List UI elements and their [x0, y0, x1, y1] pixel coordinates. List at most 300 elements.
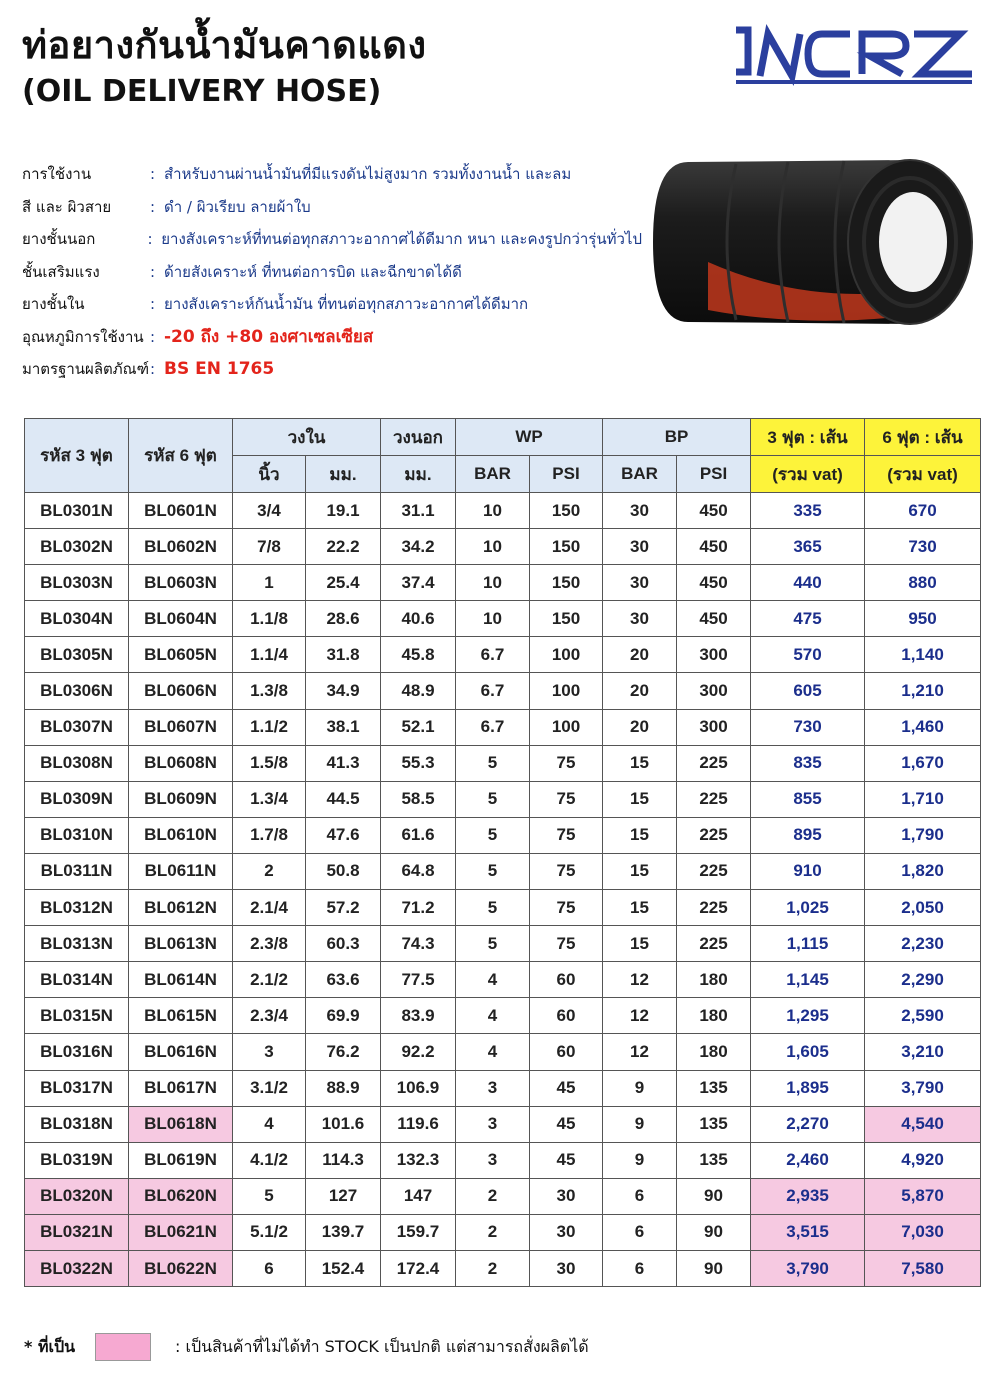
cell-outer-mm: 83.9: [381, 998, 456, 1034]
cell-code-6ft: BL0615N: [129, 998, 233, 1034]
subheader-inch: นิ้ว: [233, 456, 306, 493]
cell-code-3ft: BL0313N: [25, 926, 129, 962]
cell-price-6ft: 3,790: [865, 1070, 981, 1106]
cell-wp-psi: 100: [530, 637, 603, 673]
cell-inner-inch: 5: [233, 1178, 306, 1214]
cell-inner-mm: 57.2: [306, 890, 381, 926]
cell-wp-bar: 5: [456, 817, 530, 853]
cell-price-3ft: 1,295: [751, 998, 865, 1034]
cell-wp-bar: 6.7: [456, 673, 530, 709]
cell-inner-mm: 31.8: [306, 637, 381, 673]
spec-colon: :: [150, 295, 156, 314]
spec-row-outer-rubber: [22, 223, 642, 256]
cell-code-6ft: BL0602N: [129, 529, 233, 565]
cell-price-6ft: 4,540: [865, 1106, 981, 1142]
cell-code-3ft: BL0322N: [25, 1250, 129, 1286]
spec-list: [22, 158, 642, 386]
cell-code-3ft: BL0302N: [25, 529, 129, 565]
cell-code-3ft: BL0314N: [25, 962, 129, 998]
cell-outer-mm: 77.5: [381, 962, 456, 998]
cell-code-6ft: BL0603N: [129, 565, 233, 601]
cell-inner-inch: 2.1/2: [233, 962, 306, 998]
table-body: [25, 493, 981, 1287]
cell-price-3ft: 2,270: [751, 1106, 865, 1142]
cell-inner-mm: 34.9: [306, 673, 381, 709]
cell-price-3ft: 1,115: [751, 926, 865, 962]
header-inner-diameter: วงใน: [233, 419, 381, 456]
cell-code-6ft: BL0621N: [129, 1214, 233, 1250]
cell-inner-inch: 3: [233, 1034, 306, 1070]
cell-wp-bar: 2: [456, 1214, 530, 1250]
cell-wp-psi: 30: [530, 1178, 603, 1214]
cell-bp-bar: 15: [603, 926, 677, 962]
cell-price-3ft: 1,025: [751, 890, 865, 926]
cell-price-6ft: 1,710: [865, 781, 981, 817]
cell-code-3ft: BL0311N: [25, 853, 129, 889]
spec-label: อุณหภูมิการใช้งาน: [22, 327, 144, 346]
cell-inner-inch: 1.1/8: [233, 601, 306, 637]
cell-inner-inch: 1.3/4: [233, 781, 306, 817]
table-row: [25, 529, 981, 565]
cell-bp-psi: 225: [677, 745, 751, 781]
cell-wp-bar: 6.7: [456, 709, 530, 745]
cell-price-3ft: 1,605: [751, 1034, 865, 1070]
spec-colon: :: [150, 197, 156, 216]
cell-price-6ft: 5,870: [865, 1178, 981, 1214]
cell-bp-bar: 12: [603, 962, 677, 998]
table-row: [25, 853, 981, 889]
cell-outer-mm: 31.1: [381, 493, 456, 529]
header-price-3ft: 3 ฟุต : เส้น: [751, 419, 865, 456]
cell-inner-mm: 22.2: [306, 529, 381, 565]
cell-bp-psi: 90: [677, 1214, 751, 1250]
cell-wp-psi: 75: [530, 890, 603, 926]
cell-bp-bar: 15: [603, 890, 677, 926]
cell-code-3ft: BL0316N: [25, 1034, 129, 1070]
spec-colon: :: [150, 165, 156, 184]
subheader-bp-bar: BAR: [603, 456, 677, 493]
cell-bp-psi: 300: [677, 673, 751, 709]
cell-outer-mm: 92.2: [381, 1034, 456, 1070]
cell-wp-psi: 30: [530, 1250, 603, 1286]
cell-outer-mm: 48.9: [381, 673, 456, 709]
table-row: [25, 493, 981, 529]
page-title-thai: ท่อยางกันน้ำมันคาดแดง: [22, 23, 427, 67]
cell-bp-psi: 135: [677, 1106, 751, 1142]
cell-wp-bar: 2: [456, 1178, 530, 1214]
table-row: [25, 1106, 981, 1142]
cell-bp-bar: 15: [603, 817, 677, 853]
cell-wp-psi: 75: [530, 745, 603, 781]
cell-inner-inch: 4: [233, 1106, 306, 1142]
cell-bp-psi: 300: [677, 637, 751, 673]
cell-price-6ft: 7,580: [865, 1250, 981, 1286]
header-outer-diameter: วงนอก: [381, 419, 456, 456]
cell-price-3ft: 570: [751, 637, 865, 673]
cell-price-6ft: 2,050: [865, 890, 981, 926]
cell-code-3ft: BL0301N: [25, 493, 129, 529]
cell-inner-mm: 114.3: [306, 1142, 381, 1178]
cell-inner-inch: 2.3/8: [233, 926, 306, 962]
cell-wp-bar: 4: [456, 998, 530, 1034]
spec-label: ยางชั้นนอก: [22, 230, 96, 249]
cell-price-3ft: 475: [751, 601, 865, 637]
cell-wp-bar: 5: [456, 890, 530, 926]
cell-code-6ft: BL0617N: [129, 1070, 233, 1106]
cell-code-3ft: BL0317N: [25, 1070, 129, 1106]
cell-inner-mm: 63.6: [306, 962, 381, 998]
cell-code-3ft: BL0318N: [25, 1106, 129, 1142]
cell-outer-mm: 106.9: [381, 1070, 456, 1106]
cell-bp-psi: 225: [677, 890, 751, 926]
cell-bp-psi: 450: [677, 529, 751, 565]
cell-code-3ft: BL0303N: [25, 565, 129, 601]
cell-bp-bar: 12: [603, 998, 677, 1034]
cell-bp-psi: 135: [677, 1070, 751, 1106]
cell-inner-inch: 2: [233, 853, 306, 889]
table-row: [25, 1214, 981, 1250]
spec-row-inner-rubber: [22, 288, 642, 321]
cell-wp-psi: 45: [530, 1142, 603, 1178]
hose-price-table: [24, 418, 981, 1287]
spec-label: มาตรฐานผลิตภัณฑ์: [22, 360, 150, 379]
cell-bp-bar: 15: [603, 853, 677, 889]
cell-wp-psi: 75: [530, 817, 603, 853]
cell-price-6ft: 1,670: [865, 745, 981, 781]
ncr-logo-graphic: [730, 20, 978, 88]
cell-inner-inch: 1.3/8: [233, 673, 306, 709]
cell-code-6ft: BL0604N: [129, 601, 233, 637]
cell-code-3ft: BL0310N: [25, 817, 129, 853]
cell-inner-mm: 139.7: [306, 1214, 381, 1250]
subheader-wp-psi: PSI: [530, 456, 603, 493]
cell-outer-mm: 45.8: [381, 637, 456, 673]
spec-row-color: [22, 191, 642, 224]
cell-inner-inch: 6: [233, 1250, 306, 1286]
cell-bp-bar: 12: [603, 1034, 677, 1070]
cell-bp-bar: 30: [603, 565, 677, 601]
cell-code-6ft: BL0607N: [129, 709, 233, 745]
cell-price-6ft: 2,290: [865, 962, 981, 998]
cell-inner-inch: 1.1/4: [233, 637, 306, 673]
cell-price-3ft: 855: [751, 781, 865, 817]
cell-inner-mm: 69.9: [306, 998, 381, 1034]
spec-row-reinforcement: [22, 256, 642, 289]
pink-legend-swatch: [95, 1333, 151, 1361]
cell-inner-mm: 88.9: [306, 1070, 381, 1106]
cell-bp-bar: 9: [603, 1142, 677, 1178]
cell-bp-bar: 6: [603, 1250, 677, 1286]
cell-code-6ft: BL0620N: [129, 1178, 233, 1214]
cell-bp-psi: 225: [677, 853, 751, 889]
cell-inner-mm: 47.6: [306, 817, 381, 853]
cell-inner-mm: 50.8: [306, 853, 381, 889]
cell-bp-psi: 450: [677, 565, 751, 601]
hose-product-image: [648, 142, 978, 342]
table-row: [25, 745, 981, 781]
cell-bp-psi: 225: [677, 926, 751, 962]
cell-price-3ft: 365: [751, 529, 865, 565]
cell-bp-psi: 180: [677, 1034, 751, 1070]
cell-inner-inch: 2.1/4: [233, 890, 306, 926]
cell-wp-psi: 75: [530, 781, 603, 817]
cell-inner-inch: 7/8: [233, 529, 306, 565]
cell-wp-bar: 4: [456, 1034, 530, 1070]
subheader-mm-outer: มม.: [381, 456, 456, 493]
cell-inner-inch: 1.1/2: [233, 709, 306, 745]
cell-wp-psi: 150: [530, 529, 603, 565]
cell-code-3ft: BL0304N: [25, 601, 129, 637]
cell-wp-bar: 4: [456, 962, 530, 998]
cell-outer-mm: 172.4: [381, 1250, 456, 1286]
header-bp: BP: [603, 419, 751, 456]
cell-bp-psi: 135: [677, 1142, 751, 1178]
header-code-6ft: รหัส 6 ฟุต: [129, 419, 233, 493]
footnote-text: : เป็นสินค้าที่ไม่ได้ทำ STOCK เป็นปกติ แต่สามารถสั่งผลิตได้: [175, 1336, 589, 1356]
spec-value: ด้ายสังเคราะห์ ที่ทนต่อการบิด และฉีกขาดได้ดี: [164, 262, 462, 281]
subheader-vat-6ft: (รวม vat): [865, 456, 981, 493]
cell-price-3ft: 730: [751, 709, 865, 745]
cell-code-3ft: BL0321N: [25, 1214, 129, 1250]
cell-bp-bar: 30: [603, 529, 677, 565]
cell-code-6ft: BL0608N: [129, 745, 233, 781]
cell-bp-bar: 15: [603, 745, 677, 781]
cell-wp-bar: 10: [456, 529, 530, 565]
cell-outer-mm: 132.3: [381, 1142, 456, 1178]
cell-bp-bar: 9: [603, 1106, 677, 1142]
spec-value: ดำ / ผิวเรียบ ลายผ้าใบ: [164, 197, 311, 216]
cell-bp-bar: 6: [603, 1214, 677, 1250]
cell-inner-mm: 60.3: [306, 926, 381, 962]
cell-code-6ft: BL0618N: [129, 1106, 233, 1142]
cell-outer-mm: 119.6: [381, 1106, 456, 1142]
table-row: [25, 1250, 981, 1286]
cell-bp-psi: 180: [677, 998, 751, 1034]
cell-wp-psi: 100: [530, 709, 603, 745]
cell-code-6ft: BL0609N: [129, 781, 233, 817]
cell-bp-psi: 180: [677, 962, 751, 998]
subheader-vat-3ft: (รวม vat): [751, 456, 865, 493]
cell-code-6ft: BL0614N: [129, 962, 233, 998]
spec-value: BS EN 1765: [164, 359, 275, 380]
table-row: [25, 962, 981, 998]
cell-wp-psi: 45: [530, 1070, 603, 1106]
cell-code-6ft: BL0610N: [129, 817, 233, 853]
cell-code-3ft: BL0307N: [25, 709, 129, 745]
cell-bp-bar: 30: [603, 601, 677, 637]
cell-price-3ft: 335: [751, 493, 865, 529]
hose-illustration: [648, 142, 978, 342]
cell-outer-mm: 52.1: [381, 709, 456, 745]
cell-wp-psi: 60: [530, 962, 603, 998]
page-title-english: (OIL DELIVERY HOSE): [22, 74, 382, 109]
cell-code-6ft: BL0605N: [129, 637, 233, 673]
table-row: [25, 998, 981, 1034]
cell-bp-bar: 15: [603, 781, 677, 817]
cell-wp-bar: 5: [456, 745, 530, 781]
cell-outer-mm: 71.2: [381, 890, 456, 926]
cell-code-6ft: BL0619N: [129, 1142, 233, 1178]
cell-outer-mm: 58.5: [381, 781, 456, 817]
spec-colon: :: [150, 262, 156, 281]
cell-wp-bar: 3: [456, 1070, 530, 1106]
cell-inner-mm: 76.2: [306, 1034, 381, 1070]
cell-outer-mm: 64.8: [381, 853, 456, 889]
cell-outer-mm: 61.6: [381, 817, 456, 853]
header-code-3ft: รหัส 3 ฟุต: [25, 419, 129, 493]
cell-outer-mm: 37.4: [381, 565, 456, 601]
spec-colon: :: [147, 230, 153, 249]
cell-price-3ft: 910: [751, 853, 865, 889]
cell-outer-mm: 74.3: [381, 926, 456, 962]
cell-price-6ft: 2,230: [865, 926, 981, 962]
cell-bp-psi: 90: [677, 1250, 751, 1286]
cell-price-6ft: 670: [865, 493, 981, 529]
cell-wp-psi: 150: [530, 565, 603, 601]
cell-inner-mm: 41.3: [306, 745, 381, 781]
cell-wp-psi: 150: [530, 601, 603, 637]
cell-wp-psi: 60: [530, 998, 603, 1034]
footnote-mark: * ที่เป็น: [24, 1336, 76, 1356]
cell-price-6ft: 880: [865, 565, 981, 601]
cell-price-6ft: 4,920: [865, 1142, 981, 1178]
cell-wp-bar: 10: [456, 601, 530, 637]
cell-inner-inch: 4.1/2: [233, 1142, 306, 1178]
cell-code-6ft: BL0616N: [129, 1034, 233, 1070]
cell-price-6ft: 1,460: [865, 709, 981, 745]
cell-wp-bar: 5: [456, 853, 530, 889]
table-row: [25, 565, 981, 601]
cell-bp-psi: 300: [677, 709, 751, 745]
cell-wp-psi: 45: [530, 1106, 603, 1142]
cell-wp-psi: 60: [530, 1034, 603, 1070]
cell-price-6ft: 1,790: [865, 817, 981, 853]
cell-price-3ft: 895: [751, 817, 865, 853]
cell-code-3ft: BL0305N: [25, 637, 129, 673]
cell-price-6ft: 1,140: [865, 637, 981, 673]
header-price-6ft: 6 ฟุต : เส้น: [865, 419, 981, 456]
cell-price-3ft: 835: [751, 745, 865, 781]
table-row: [25, 1034, 981, 1070]
cell-outer-mm: 34.2: [381, 529, 456, 565]
cell-price-3ft: 2,935: [751, 1178, 865, 1214]
spec-label: สี และ ผิวสาย: [22, 197, 112, 216]
cell-bp-bar: 20: [603, 709, 677, 745]
table-row: [25, 673, 981, 709]
cell-wp-bar: 3: [456, 1106, 530, 1142]
cell-wp-bar: 5: [456, 926, 530, 962]
cell-wp-psi: 150: [530, 493, 603, 529]
cell-code-3ft: BL0319N: [25, 1142, 129, 1178]
cell-inner-inch: 5.1/2: [233, 1214, 306, 1250]
spec-value: ยางสังเคราะห์ที่ทนต่อทุกสภาวะอากาศได้ดีมาก หนา และคงรูปกว่ารุ่นทั่วไป: [161, 230, 642, 249]
spec-row-usage: [22, 158, 642, 191]
cell-bp-bar: 6: [603, 1178, 677, 1214]
cell-wp-bar: 6.7: [456, 637, 530, 673]
cell-bp-psi: 225: [677, 781, 751, 817]
cell-price-6ft: 730: [865, 529, 981, 565]
table-row: [25, 817, 981, 853]
cell-wp-bar: 2: [456, 1250, 530, 1286]
cell-wp-psi: 75: [530, 853, 603, 889]
cell-code-6ft: BL0606N: [129, 673, 233, 709]
table-row: [25, 1070, 981, 1106]
cell-price-6ft: 950: [865, 601, 981, 637]
cell-outer-mm: 147: [381, 1178, 456, 1214]
cell-bp-bar: 30: [603, 493, 677, 529]
cell-code-3ft: BL0308N: [25, 745, 129, 781]
spec-row-temperature: [22, 321, 642, 354]
subheader-bp-psi: PSI: [677, 456, 751, 493]
table-row: [25, 1178, 981, 1214]
cell-bp-psi: 450: [677, 493, 751, 529]
table-row: [25, 1142, 981, 1178]
cell-code-3ft: BL0312N: [25, 890, 129, 926]
cell-code-6ft: BL0622N: [129, 1250, 233, 1286]
cell-price-3ft: 440: [751, 565, 865, 601]
cell-price-3ft: 605: [751, 673, 865, 709]
cell-price-6ft: 2,590: [865, 998, 981, 1034]
spec-row-standard: [22, 353, 642, 386]
cell-bp-psi: 225: [677, 817, 751, 853]
cell-price-6ft: 7,030: [865, 1214, 981, 1250]
subheader-mm-inner: มม.: [306, 456, 381, 493]
cell-code-6ft: BL0611N: [129, 853, 233, 889]
cell-inner-mm: 127: [306, 1178, 381, 1214]
cell-price-6ft: 1,210: [865, 673, 981, 709]
cell-inner-inch: 3/4: [233, 493, 306, 529]
spec-label: ชั้นเสริมแรง: [22, 262, 100, 281]
subheader-wp-bar: BAR: [456, 456, 530, 493]
cell-price-3ft: 1,145: [751, 962, 865, 998]
cell-inner-inch: 1.5/8: [233, 745, 306, 781]
table-row: [25, 709, 981, 745]
cell-wp-bar: 3: [456, 1142, 530, 1178]
cell-price-3ft: 3,790: [751, 1250, 865, 1286]
cell-price-3ft: 2,460: [751, 1142, 865, 1178]
cell-inner-inch: 2.3/4: [233, 998, 306, 1034]
cell-inner-inch: 1: [233, 565, 306, 601]
cell-inner-mm: 28.6: [306, 601, 381, 637]
header-wp: WP: [456, 419, 603, 456]
cell-code-3ft: BL0315N: [25, 998, 129, 1034]
cell-price-6ft: 3,210: [865, 1034, 981, 1070]
cell-outer-mm: 55.3: [381, 745, 456, 781]
cell-wp-bar: 10: [456, 493, 530, 529]
cell-price-3ft: 3,515: [751, 1214, 865, 1250]
cell-bp-bar: 20: [603, 673, 677, 709]
table-row: [25, 926, 981, 962]
cell-bp-psi: 450: [677, 601, 751, 637]
cell-wp-psi: 75: [530, 926, 603, 962]
cell-inner-mm: 44.5: [306, 781, 381, 817]
cell-code-3ft: BL0320N: [25, 1178, 129, 1214]
footnote: [24, 1332, 589, 1362]
cell-inner-inch: 1.7/8: [233, 817, 306, 853]
spec-value: ยางสังเคราะห์กันน้ำมัน ที่ทนต่อทุกสภาวะอากาศได้ดีมาก: [164, 295, 529, 314]
cell-code-6ft: BL0601N: [129, 493, 233, 529]
spec-value: -20 ถึง +80 องศาเซลเซียส: [164, 327, 374, 348]
table-row: [25, 601, 981, 637]
cell-wp-bar: 5: [456, 781, 530, 817]
cell-inner-mm: 152.4: [306, 1250, 381, 1286]
table-row: [25, 890, 981, 926]
table-row: [25, 781, 981, 817]
cell-code-3ft: BL0306N: [25, 673, 129, 709]
cell-bp-bar: 9: [603, 1070, 677, 1106]
cell-code-6ft: BL0612N: [129, 890, 233, 926]
ncr-logo: [730, 20, 978, 88]
